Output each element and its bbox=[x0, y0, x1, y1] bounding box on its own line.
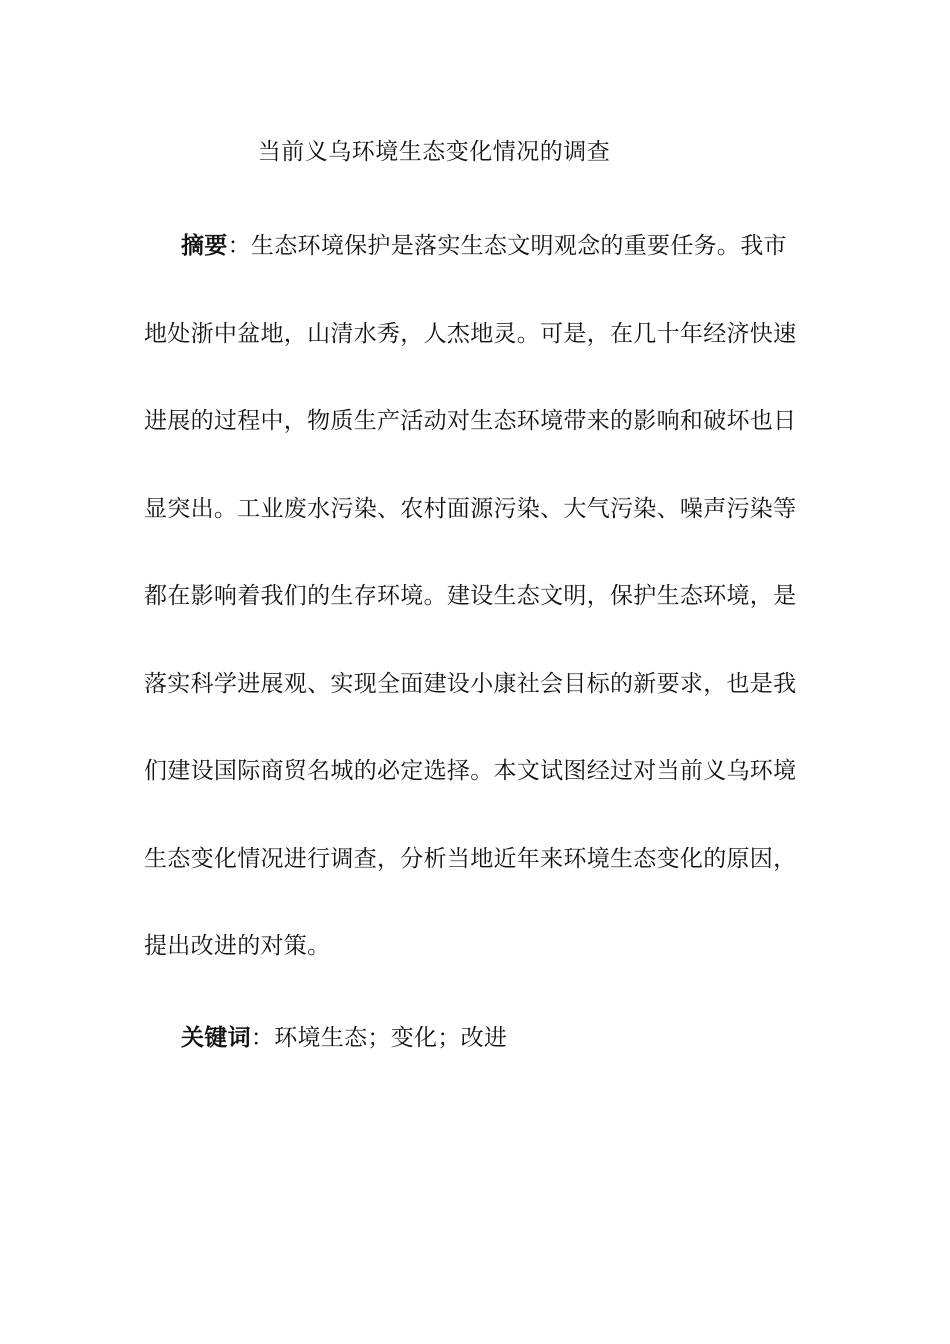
abstract-text-1: 生态环境保护是落实生态文明观念的重要任务。我市 bbox=[250, 233, 787, 259]
abstract-line-1 bbox=[144, 222, 794, 310]
keywords-label: 关键词 bbox=[181, 1025, 251, 1051]
abstract-separator: ： bbox=[227, 233, 251, 259]
abstract-line-9: 提出改进的对策。 bbox=[144, 933, 331, 959]
abstract-line-3: 进展的过程中，物质生产活动对生态环境带来的影响和破坏也日 bbox=[144, 408, 797, 434]
keywords-line bbox=[181, 1014, 507, 1062]
abstract-line-7: 们建设国际商贸名城的必定选择。本文试图经过对当前义乌环境 bbox=[144, 758, 797, 784]
abstract-line-8: 生态变化情况进行调查，分析当地近年来环境生态变化的原因， bbox=[144, 845, 797, 872]
abstract-line-6: 落实科学进展观、实现全面建设小康社会目标的新要求，也是我 bbox=[144, 670, 797, 697]
abstract-line-5: 都在影响着我们的生存环境。建设生态文明，保护生态环境，是 bbox=[144, 583, 797, 609]
keywords-text: 环境生态；变化；改进 bbox=[274, 1025, 508, 1051]
document-title: 当前义乌环境生态变化情况的调查 bbox=[257, 139, 611, 165]
abstract-line-4: 显突出。工业废水污染、农村面源污染、大气污染、噪声污染等 bbox=[144, 495, 797, 522]
abstract-line-2: 地处浙中盆地，山清水秀，人杰地灵。可是，在几十年经济快速 bbox=[144, 320, 797, 347]
abstract-label: 摘要 bbox=[181, 233, 228, 259]
keywords-separator: ： bbox=[250, 1025, 275, 1051]
abstract-section bbox=[144, 222, 797, 1010]
